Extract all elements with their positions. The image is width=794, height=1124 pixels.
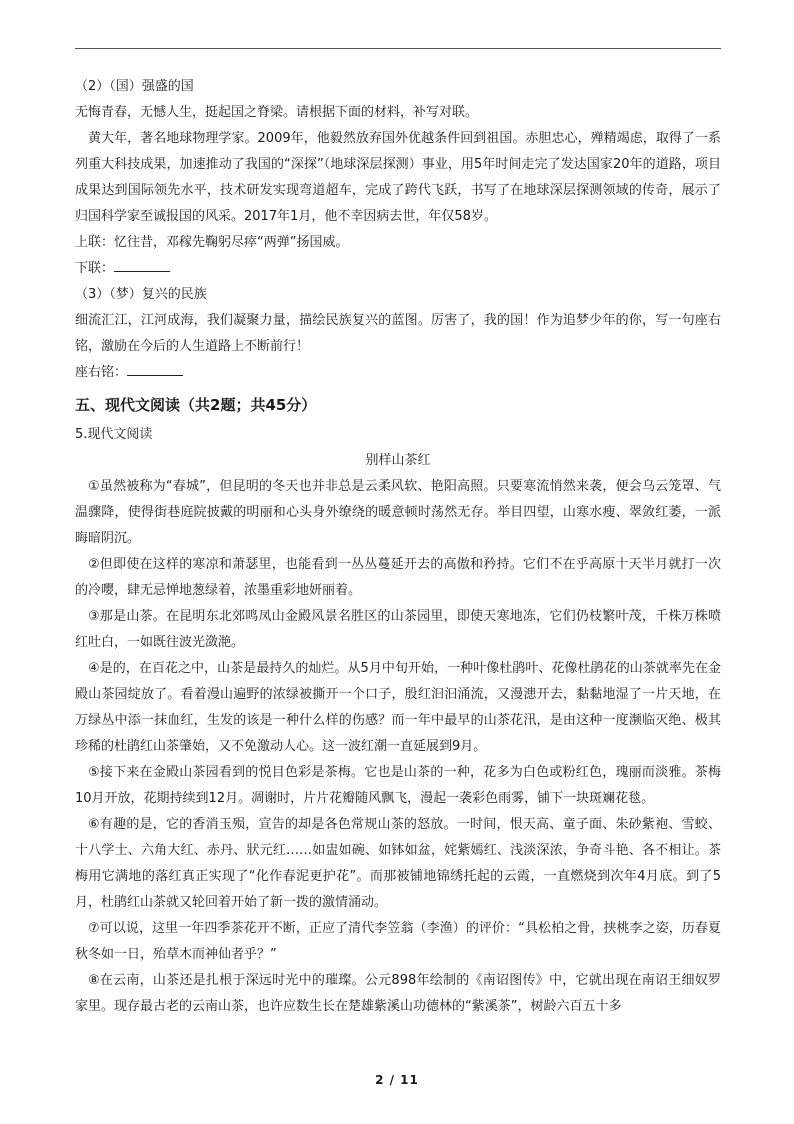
article-paragraph-3: ③那是山茶。在昆明东北郊鸣凤山金殿风景名胜区的山茶园里，即使天寒地冻，它们仍枝繁叶茂，千株万株喷红吐白，一如既往波光潋滟。 [75, 609, 721, 650]
lower-couplet-blank[interactable] [114, 257, 170, 272]
motto-label: 座右铭： [75, 365, 128, 380]
q2-intro: 无悔青春，无憾人生，挺起国之脊梁。请根据下面的材料，补写对联。 [75, 105, 479, 120]
page-number: 2 / 11 [375, 1073, 419, 1087]
lower-couplet-line [75, 256, 721, 282]
article-paragraph-6: ⑥有趣的是，它的香消玉殒，宣告的却是各色常规山茶的怒放。一时间，恨天高、童子面、朱砂紫袍、雪蛟、十八学士、六角大红、赤丹、狀元红……如盅如碗、如钵如盆，姹紫嫣红、浅淡深浓，争奇斗艳、各不相让。茶梅用它满地的落红真正实现了“化作春泥更护花”。而那被铺地锦绣托起的云霞，一直燃烧到次年4月底。到了5月，杜鹃红山茶就又轮回着开始了新一拨的激情涌动。 [75, 817, 721, 910]
header-rule [75, 48, 721, 49]
q2-heading: （2）（国）强盛的国 [75, 79, 194, 94]
section-title: 五、现代文阅读（共2题；共45分） [75, 396, 317, 414]
article-paragraph-7: ⑦可以说，这里一年四季茶花开不断，正应了清代李笠翁（李渔）的评价：“具松柏之骨，挟桃李之姿，历春夏秋冬如一日，殆草木而神仙者乎？” [75, 921, 721, 962]
article-paragraph-4: ④是的，在百花之中，山茶是最持久的灿烂。从5月中旬开始，一种叶像杜鹃叶、花像杜鹃花的山茶就率先在金殿山茶园绽放了。看着漫山遍野的浓绿被撕开一个口子，殷红汩汩涌流，又漫漶开去，黏黏地湿了一片天地，在万绿丛中添一抹血红，生发的该是一种什么样的伤感？而一年中最早的山茶花汛，是由这种一度濒临灭绝、极其珍稀的杜鹃红山茶肇始，又不免激动人心。这一波红潮一直延展到9月。 [75, 661, 721, 754]
motto-blank[interactable] [127, 361, 183, 376]
q3-heading: （3）（梦）复兴的民族 [75, 287, 207, 302]
article-paragraph-8: ⑧在云南，山茶还是扎根于深远时光中的璀璨。公元898年绘制的《南诏图传》中，它就出现在南诏王细奴罗家里。现存最古老的云南山茶，也许应数生长在楚雄紫溪山功德林的“紫溪茶”，树龄六百五十多 [75, 973, 721, 1014]
motto-line [75, 360, 721, 386]
article-paragraph-1: ①虽然被称为“春城”，但昆明的冬天也并非总是云柔风软、艳阳高照。只要寒流悄然来袭，便会乌云笼罩、气温骤降，使得街巷庭院披戴的明丽和心头身外缭绕的暖意顿时荡然无存。举目四望，山寒水瘦、翠敛红萎，一派晦暗阴沉。 [75, 479, 721, 546]
article-paragraph-5: ⑤接下来在金殿山茶园看到的悦目色彩是茶梅。它也是山茶的一种，花多为白色或粉红色，瑰丽而淡雅。茶梅10月开放，花期持续到12月。凋谢时，片片花瓣随风飘飞，漫起一袭彩色雨雾，铺下一块斑斓花毯。 [75, 765, 721, 806]
page-body [75, 74, 721, 1020]
question-label: 5.现代文阅读 [75, 427, 153, 442]
upper-couplet: 上联：忆往昔，邓稼先鞠躬尽瘁“两弹”扬国威。 [75, 235, 349, 250]
q3-intro: 细流汇江，江河成海，我们凝聚力量，描绘民族复兴的蓝图。厉害了，我的国！作为追梦少年的你，写一句座右铭，激励在今后的人生道路上不断前行！ [75, 313, 721, 354]
lower-couplet-label: 下联： [75, 261, 115, 276]
article-title: 别样山茶红 [365, 453, 431, 468]
article-paragraph-2: ②但即使在这样的寒凉和萧瑟里，也能看到一丛丛蔓延开去的高傲和矜持。它们不在乎高原十天半月就打一次的冷嘤，肆无忌惮地葱绿着，浓墨重彩地妍丽着。 [75, 557, 721, 598]
q2-material: 黄大年，著名地球物理学家。2009年，他毅然放弃国外优越条件回到祖国。赤胆忠心，殚精竭虑，取得了一系列重大科技成果，加速推动了我国的“深探”（地球深层探测）事业，用5年时间走完了发达国家20年的道路，项目成果达到国际领先水平，技术研发实现弯道超车，完成了跨代飞跃，书写了在地球深层探测领域的传奇，展示了归国科学家至诚报国的风采。2017年1月，他不幸因病去世，年仅58岁。 [75, 131, 721, 224]
